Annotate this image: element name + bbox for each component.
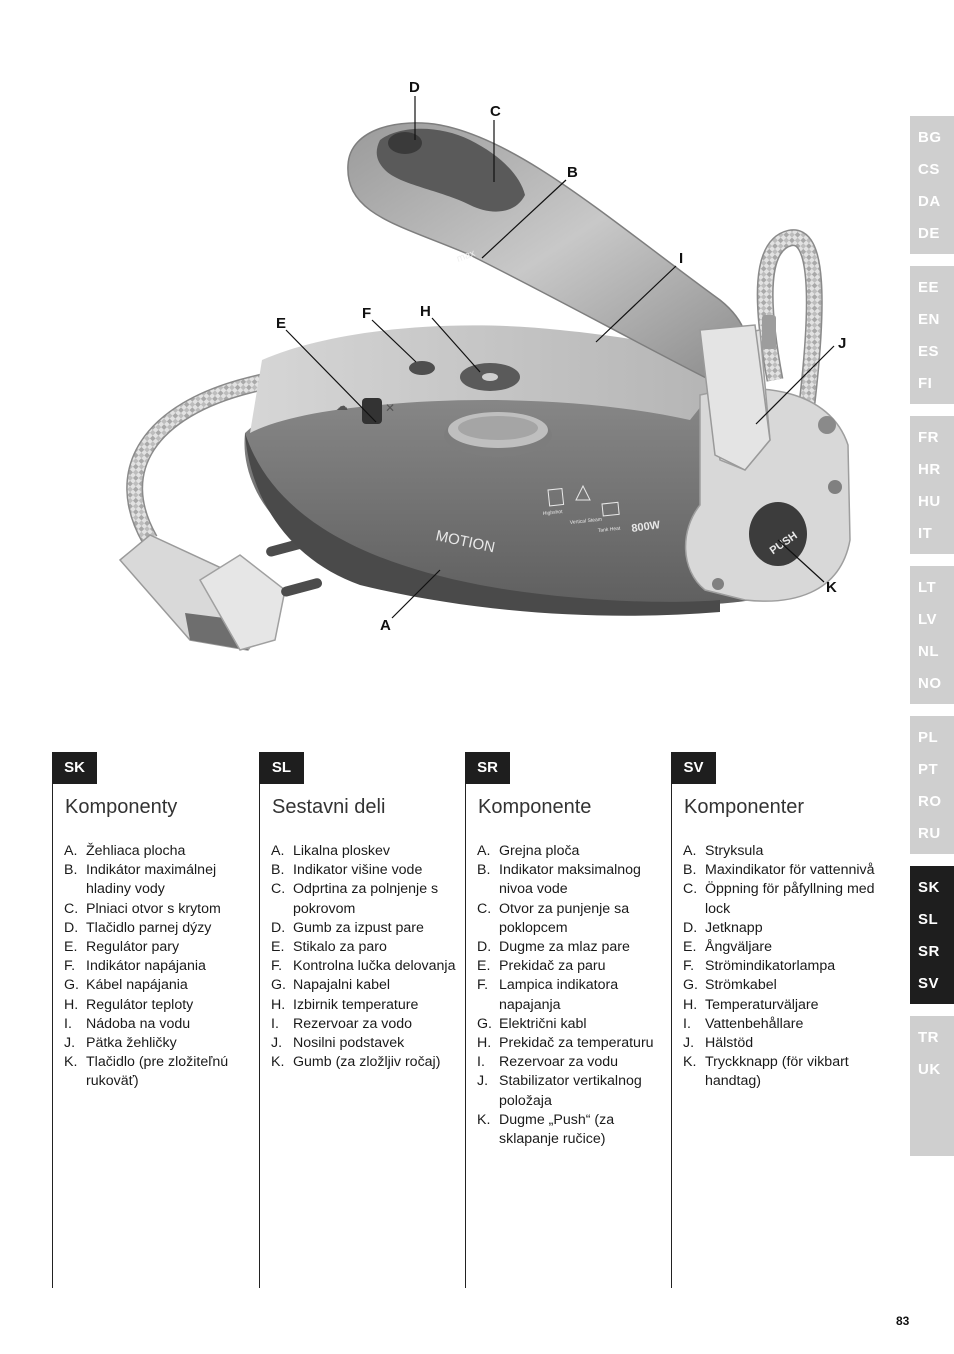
icon-label-3: Tank Heat — [597, 525, 621, 534]
section-title: Sestavni deli — [272, 796, 386, 818]
column-rule — [465, 752, 466, 1288]
list-item: C. Öppning för påfyllning med lock — [683, 881, 875, 917]
language-badge: SR — [465, 752, 510, 784]
brand-print: MOTION — [434, 527, 497, 557]
list-item: A. Žehliaca plocha — [64, 843, 186, 859]
list-item: J. Stabilizator vertikalnog položaja — [477, 1073, 642, 1109]
lang-tab-cs[interactable]: CS — [918, 161, 940, 178]
column-rule — [671, 752, 672, 1288]
lang-tab-sv[interactable]: SV — [918, 975, 940, 992]
list-item: K. Dugme „Push“ (za sklapanje ručice) — [477, 1111, 615, 1148]
max-print: max — [455, 248, 477, 265]
lang-tab-de[interactable]: DE — [918, 225, 940, 242]
lang-tab-uk[interactable]: UK — [918, 1061, 941, 1078]
list-item: E. Regulátor pary — [64, 939, 180, 956]
components-list — [271, 842, 463, 1072]
lang-tab-nl[interactable]: NL — [918, 643, 939, 660]
lang-tab-fr[interactable]: FR — [918, 429, 939, 446]
list-item: I. Vattenbehållare — [683, 1015, 804, 1032]
list-item: C. Plniaci otvor s krytom — [64, 900, 221, 917]
icon-label-2: Vertical Steam — [569, 516, 603, 526]
lang-tab-pl[interactable]: PL — [918, 729, 939, 746]
list-item: F. Indikátor napájania — [64, 958, 206, 975]
lang-group-7 — [910, 1016, 954, 1156]
list-item: E. Ångväljare — [683, 939, 773, 956]
list-item: C. Odprtina za polnjenje s pokrovom — [271, 881, 439, 917]
list-item: H. Regulátor teploty — [64, 996, 194, 1013]
list-item: K. Tlačidlo (pre zložiteľnú rukoväť) — [64, 1054, 229, 1090]
lang-tab-hu[interactable]: HU — [918, 493, 941, 510]
lang-tab-sk[interactable]: SK — [918, 879, 940, 896]
list-item: C. Otvor za punjenje sa poklopcem — [477, 900, 630, 936]
language-badge: SL — [259, 752, 304, 784]
wattage-print: 800W — [630, 519, 661, 535]
lang-group-1 — [910, 116, 954, 254]
svg-text:✕: ✕ — [385, 401, 396, 415]
push-print: PUSH — [767, 529, 800, 558]
lang-tab-fi[interactable]: FI — [918, 375, 933, 392]
lang-tab-tr[interactable]: TR — [918, 1029, 939, 1046]
callout-c: C — [490, 103, 501, 120]
lang-tab-sr[interactable]: SR — [918, 943, 940, 960]
lang-tab-en[interactable]: EN — [918, 311, 940, 328]
list-item: I. Rezervoar za vodu — [477, 1054, 619, 1071]
list-item: F. Lampica indikatora napajanja — [477, 977, 619, 1013]
list-item: H. Izbirnik temperature — [271, 996, 419, 1013]
power-plug — [120, 535, 323, 650]
lang-group-4 — [910, 566, 954, 704]
callout-k: K — [826, 579, 837, 596]
lang-tab-lv[interactable]: LV — [918, 611, 938, 628]
list-item: G. Kábel napájania — [64, 977, 188, 994]
list-item: B. Indikátor maximálnej hladiny vody — [64, 862, 217, 898]
callout-b: B — [567, 164, 578, 181]
list-item: F. Strömindikatorlampa — [683, 958, 836, 975]
lang-tab-es[interactable]: ES — [918, 343, 940, 360]
list-item: D. Gumb za izpust pare — [271, 919, 424, 936]
page-number: 83 — [896, 1314, 910, 1328]
list-item: D. Dugme za mlaz pare — [477, 939, 630, 956]
column-sl — [259, 752, 465, 1288]
components-list — [477, 842, 669, 1149]
column-rule — [259, 752, 260, 1288]
lang-group-active — [910, 866, 954, 1004]
lang-tab-bg[interactable]: BG — [918, 129, 942, 146]
language-badge: SK — [52, 752, 97, 784]
lang-tab-ee[interactable]: EE — [918, 279, 940, 296]
list-item: J. Pätka žehličky — [64, 1035, 177, 1052]
lang-tab-sl[interactable]: SL — [918, 911, 939, 928]
list-item: G. Napajalni kabel — [271, 977, 391, 994]
lang-tab-pt[interactable]: PT — [918, 761, 939, 778]
list-item: I. Nádoba na vodu — [64, 1015, 191, 1032]
column-rule — [52, 752, 53, 1288]
list-item: B. Indikator višine vode — [271, 862, 423, 879]
lang-tab-ru[interactable]: RU — [918, 825, 941, 842]
section-title: Komponente — [478, 796, 592, 818]
column-sk — [52, 752, 258, 1288]
lang-tab-hr[interactable]: HR — [918, 461, 941, 478]
list-item: A. Stryksula — [683, 843, 764, 859]
lang-tab-lt[interactable]: LT — [918, 579, 937, 596]
callout-h: H — [420, 303, 431, 320]
list-item: H. Prekidač za temperaturu — [477, 1035, 654, 1052]
list-item: B. Maxindikator för vattennivå — [683, 862, 875, 879]
callout-e: E — [276, 315, 287, 332]
icon-label-1: Highshot — [542, 508, 563, 517]
section-title: Komponenter — [684, 796, 805, 818]
list-item: I. Rezervoar za vodo — [271, 1015, 413, 1032]
callout-i: I — [679, 250, 684, 267]
list-item: J. Hälstöd — [683, 1035, 754, 1052]
section-title: Komponenty — [65, 796, 178, 818]
list-item: E. Stikalo za paro — [271, 939, 387, 956]
callout-j: J — [838, 335, 847, 352]
callout-a: A — [380, 617, 391, 634]
lang-group-3 — [910, 416, 954, 554]
components-list — [64, 842, 256, 1092]
list-item: J. Nosilni podstavek — [271, 1035, 405, 1052]
list-item: K. Gumb (za zložljiv ročaj) — [271, 1054, 441, 1071]
column-sv — [671, 752, 877, 1288]
components-list — [683, 842, 875, 1092]
column-sr — [465, 752, 671, 1288]
callout-f: F — [362, 305, 372, 322]
list-item: G. Strömkabel — [683, 977, 777, 994]
list-item: K. Tryckknapp (för vikbart handtag) — [683, 1054, 849, 1090]
list-item: A. Likalna ploskev — [271, 843, 391, 859]
lang-tab-it[interactable]: IT — [918, 525, 933, 542]
lang-tab-ro[interactable]: RO — [918, 793, 942, 810]
list-item: B. Indikator maksimalnog nivoa vode — [477, 862, 641, 898]
list-item: E. Prekidač za paru — [477, 958, 606, 975]
list-item: F. Kontrolna lučka delovanja — [271, 958, 456, 975]
lang-group-2 — [910, 266, 954, 404]
callout-d: D — [409, 79, 420, 96]
lang-tab-da[interactable]: DA — [918, 193, 941, 210]
language-badge: SV — [671, 752, 716, 784]
list-item: H. Temperaturväljare — [683, 996, 819, 1013]
list-item: G. Električni kabl — [477, 1015, 587, 1032]
language-tabs — [910, 116, 954, 1168]
list-item: D. Tlačidlo parnej dýzy — [64, 919, 212, 936]
list-item: D. Jetknapp — [683, 919, 763, 936]
list-item: A. Grejna ploča — [477, 843, 580, 859]
lang-group-5 — [910, 716, 954, 854]
lang-tab-no[interactable]: NO — [918, 675, 942, 692]
svg-text:☁: ☁ — [336, 399, 348, 413]
